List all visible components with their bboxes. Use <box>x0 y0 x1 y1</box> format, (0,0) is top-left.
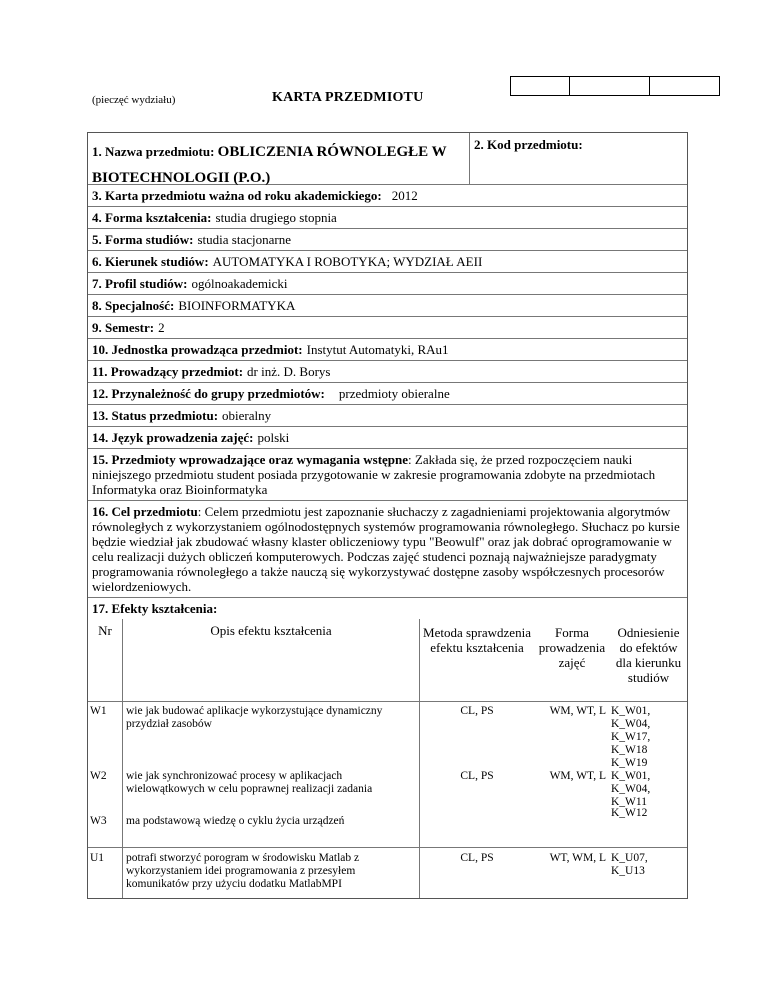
field-value: 2 <box>158 320 165 335</box>
course-code-label: 2. Kod przedmiotu: <box>474 137 583 152</box>
faculty-stamp-label: (pieczęć wydziału) <box>92 94 176 106</box>
outcome-row-W2 <box>88 768 687 813</box>
outcome-ref: K_W12 <box>611 807 648 819</box>
field-label: 14. Język prowadzenia zajęć: <box>92 430 254 445</box>
field-label: 11. Prowadzący przedmiot: <box>92 364 244 379</box>
field-value: dr inż. D. Borys <box>247 364 331 379</box>
outcome-method: CL, PS <box>460 770 494 782</box>
col-nr: Nr <box>98 623 112 638</box>
field-label: 13. Status przedmiotu: <box>92 408 219 423</box>
section-label: 15. Przedmioty wprowadzające oraz wymagania wstępne <box>92 452 409 467</box>
code-box-3 <box>650 77 719 95</box>
field-label: 4. Forma kształcenia: <box>92 210 212 225</box>
field-value: przedmioty obieralne <box>338 386 450 401</box>
field-row-8 <box>88 295 687 317</box>
field-row-9 <box>88 317 687 339</box>
col-form: Forma prowadzenia zajęć <box>538 625 606 670</box>
section-learning-outcomes <box>88 598 687 619</box>
field-label: 9. Semestr: <box>92 320 155 335</box>
field-row-7 <box>88 273 687 295</box>
col-reference: Odniesienie do efektów dla kierunku studiów <box>615 625 682 685</box>
field-label: 12. Przynależność do grupy przedmiotów: <box>92 386 325 401</box>
outcome-row-W1 <box>88 701 687 768</box>
outcome-method: CL, PS <box>460 705 494 717</box>
section-text: : Celem przedmiotu jest zapoznanie słuchaczy z zagadnieniami projektowania algorytmów równoległych z wykorzystaniem ogólnodostępnych systemów programowania równoległego. Słuchacz po kursie będzie wiedział jak zbudować własny klaster obliczeniowy typu "Beowulf" oraz jak dobrać oprogramowanie w celu realizacji dużych obliczeń komputerowych. Podczas zajęć studenci poznają najważniejsze paradygmaty programowania równoległego a także nauczą się wykorzystywać dostępne zasoby współczesnych procesorów wielordzeniowych. <box>92 504 680 594</box>
field-value: AUTOMATYKA I ROBOTYKA; WYDZIAŁ AEII <box>212 254 483 269</box>
section-prerequisites <box>88 449 687 501</box>
course-name-cell <box>88 133 470 184</box>
outcome-form: WM, WT, L <box>549 705 606 717</box>
outcome-ref: K_W01, K_W04, K_W11 <box>611 770 651 808</box>
section-label: 17. Efekty kształcenia: <box>92 601 218 616</box>
field-row-6 <box>88 251 687 273</box>
field-value: studia drugiego stopnia <box>215 210 337 225</box>
outcome-method: CL, PS <box>460 852 494 864</box>
field-label: 7. Profil studiów: <box>92 276 188 291</box>
field-value: ogólnoakademicki <box>191 276 288 291</box>
outcome-desc: wie jak budować aplikacje wykorzystujące dynamiczny przydział zasobów <box>122 702 420 768</box>
field-row-5 <box>88 229 687 251</box>
outcome-row-W3 <box>88 807 687 847</box>
field-row-12 <box>88 383 687 405</box>
outcome-method <box>420 813 534 847</box>
field-row-10 <box>88 339 687 361</box>
field-row-13 <box>88 405 687 427</box>
outcomes-table-header <box>88 619 687 701</box>
field-label: 8. Specjalność: <box>92 298 175 313</box>
field-row-3 <box>88 185 687 207</box>
outcome-desc: potrafi stworzyć porogram w środowisku Matlab z wykorzystaniem idei programowania z przesyłem komunikatów przy użyciu dodatku MatlabMPI <box>122 848 420 898</box>
outcome-form: WM, WT, L <box>549 770 606 782</box>
outcome-nr: W3 <box>90 815 107 827</box>
outcome-form: WT, WM, L <box>549 852 606 864</box>
outcome-nr: W1 <box>90 705 107 717</box>
page-title: KARTA PRZEDMIOTU <box>272 90 424 105</box>
outcome-desc: wie jak synchronizować procesy w aplikacjach wielowątkowych w celu poprawnej realizacji zadania <box>122 768 420 813</box>
section-text: : Zakłada się, że przed rozpoczęciem nauki niniejszego przedmiotu student posiada przygotowanie w zakresie programowania zdobyte na przedmiotach Informatyka oraz Bioinformatyka <box>92 452 656 497</box>
field-value: BIOINFORMATYKA <box>178 298 296 313</box>
field-value: polski <box>257 430 290 445</box>
code-box-1 <box>511 77 570 95</box>
outcome-nr: U1 <box>90 852 105 864</box>
outcome-desc: ma podstawową wiedzę o cyklu życia urządzeń <box>122 813 420 847</box>
course-card-form <box>87 132 688 899</box>
outcome-form <box>534 813 610 847</box>
code-boxes <box>510 76 720 96</box>
field-label: 6. Kierunek studiów: <box>92 254 209 269</box>
course-name-value-1: OBLICZENIA RÓWNOLEGŁE W <box>217 144 447 160</box>
course-name-value-2: BIOTECHNOLOGII (P.O.) <box>92 170 271 186</box>
col-method: Metoda sprawdzenia efektu kształcenia <box>423 625 531 655</box>
outcome-ref: K_U07, K_U13 <box>611 852 648 877</box>
section-label: 16. Cel przedmiotu <box>92 504 198 519</box>
section-course-goal <box>88 501 687 598</box>
code-box-2 <box>570 77 649 95</box>
field-row-4 <box>88 207 687 229</box>
outcome-nr: W2 <box>90 770 107 782</box>
field-value: 2012 <box>391 188 418 203</box>
field-label: 10. Jednostka prowadząca przedmiot: <box>92 342 303 357</box>
field-value: obieralny <box>222 408 272 423</box>
field-value: studia stacjonarne <box>197 232 291 247</box>
field-label: 5. Forma studiów: <box>92 232 194 247</box>
course-name-label: 1. Nazwa przedmiotu: <box>92 144 215 159</box>
field-label: 3. Karta przedmiotu ważna od roku akademickiego: <box>92 188 382 203</box>
field-row-14 <box>88 427 687 449</box>
course-name-row <box>88 133 687 185</box>
field-row-11 <box>88 361 687 383</box>
outcome-row-U1 <box>88 847 687 898</box>
col-description: Opis efektu kształcenia <box>122 619 420 701</box>
field-value: Instytut Automatyki, RAu1 <box>306 342 449 357</box>
outcome-ref: K_W01, K_W04, K_W17, K_W18 K_W19 <box>611 705 651 769</box>
